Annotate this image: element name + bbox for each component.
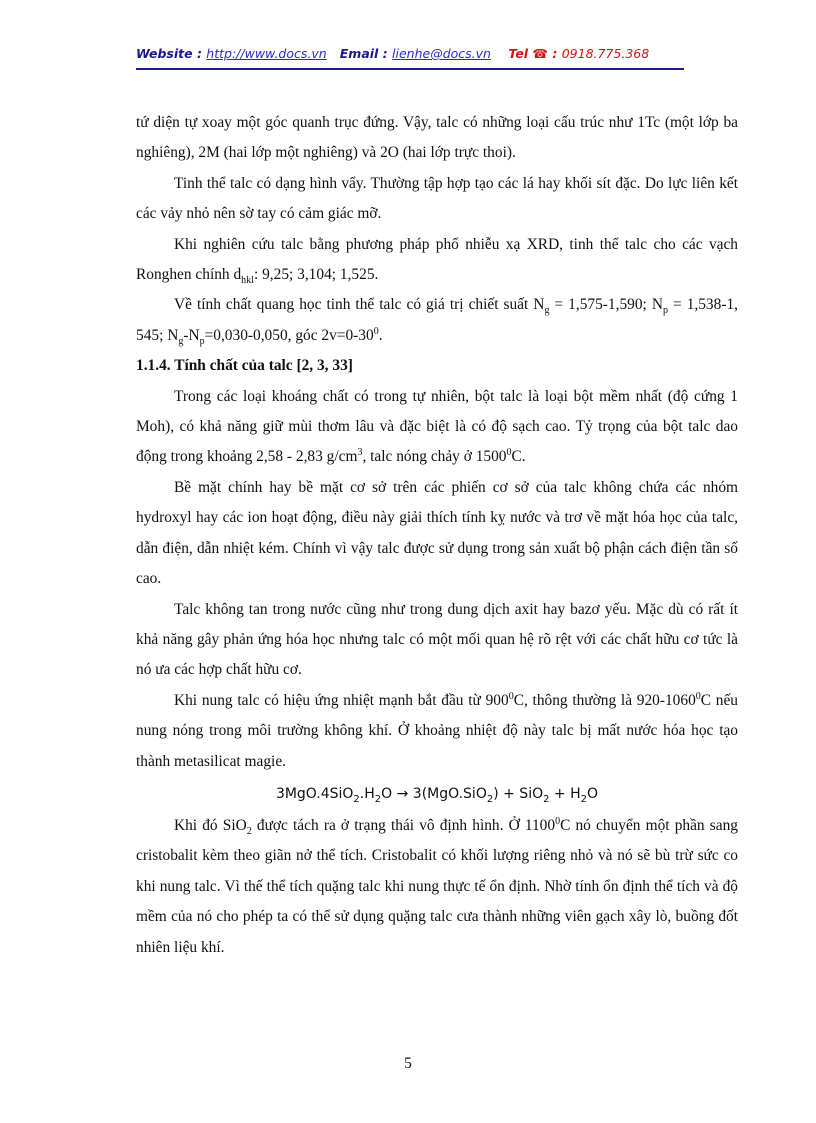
tel-label: Tel ☎ : (508, 46, 562, 61)
paragraph-9: Khi đó SiO$_2$ được tách ra ở trạng thái vô định hình. Ở 1100$^0$C nó chuyển một phần sang cristobalit kèm theo giãn nở thể tích. Cristobalit có khối lượng riêng nhỏ và nó sẽ bù trừ sức co khi nung talc. Vì thế thể tích quặng talc khi nung thực tế ổn định. Nhờ tính ổn định thể tích và độ mềm của nó cho phép ta có thể sử dụng quặng talc cưa thành những viên gạch xây lò, buồng đốt nhiên liệu khí. (136, 815, 738, 956)
paragraph-7: Talc không tan trong nước cũng như trong dung dịch axit hay bazơ yếu. Mặc dù có rất ít khả năng gây phản ứng hóa học nhưng talc có một mối quan hệ rõ rệt với các chất hữu cơ tức là nó ưa các hợp chất hữu cơ. (136, 600, 738, 679)
paragraph-8: Khi nung talc có hiệu ứng nhiệt mạnh bắt đầu từ $900^0C$, thông thường là 920-1060$^0$C nếu nung nóng trong môi trường không khí. Ở khoảng nhiệt độ này talc bị mất nước hóa học tạo thành metasilicat magie. (136, 690, 738, 770)
header-rule (136, 68, 684, 70)
chemical-equation: $3MgO.4SiO_2.H_2O \to 3(MgO.SiO_2) + SiO_2 + H_2O$ (275, 785, 599, 805)
paragraph-2: Tinh thể talc có dạng hình vẩy. Thường tập hợp tạo các lá hay khối sít đặc. Do lực liên kết các vảy nhỏ nên sờ tay có cảm giác mỡ. (136, 174, 738, 223)
page-number: 5 (404, 1055, 412, 1072)
paragraph-5: Trong các loại khoáng chất có trong tự nhiên, bột talc là loại bột mềm nhất (độ cứng 1 Moh), có khả năng giữ mùi thơm lâu và đặc biệt là có độ sạch cao. Tỷ trọng của bột talc dao động trong khoảng 2,58 - 2,83 $g/cm^3$, talc nóng chảy ở 1500$^0$C. (136, 387, 738, 466)
document-body (136, 108, 738, 963)
section-heading: 1.1.4. Tính chất của talc [2, 3, 33] (136, 357, 353, 375)
paragraph-1: tứ diện tự xoay một góc quanh trục đứng. Vậy, talc có những loại cấu trúc như 1Tc (một lớp ba nghiêng), 2M (hai lớp một nghiêng) và 2O (hai lớp trực thoi). (136, 114, 738, 162)
paragraph-4: Về tính chất quang học tinh thể talc có giá trị chiết suất $N_g = 1,575-1,590$; $N_p = 1,538-1$, 545; $N_g-N_p=0,030-0,050$, góc $2v=0-30^0$. (136, 296, 738, 347)
paragraph-6: Bề mặt chính hay bề mặt cơ sở trên các phiến cơ sở của talc không chứa các nhóm hydroxyl hay các ion hoạt động, điều này giải thích tính kỵ nước và trơ về mặt hóa học của talc, dẫn điện, dẫn nhiệt kém. Chính vì vậy talc được sử dụng trong sản xuất bộ phận cách điện tần số cao. (136, 478, 738, 588)
website-label: Website : (136, 46, 207, 61)
page-header (136, 46, 696, 68)
email-label: Email : (339, 46, 393, 61)
website-link[interactable]: http://www.docs.vn (206, 46, 327, 61)
email-link[interactable]: lienhe@docs.vn (392, 46, 491, 61)
paragraph-3: Khi nghiên cứu talc bằng phương pháp phổ nhiễu xạ XRD, tinh thể talc cho các vạch Ronghen chính $d_{hkl}$: 9,25; 3,104; 1,525. (136, 235, 738, 287)
tel-number: 0918.775.368 (561, 46, 650, 61)
